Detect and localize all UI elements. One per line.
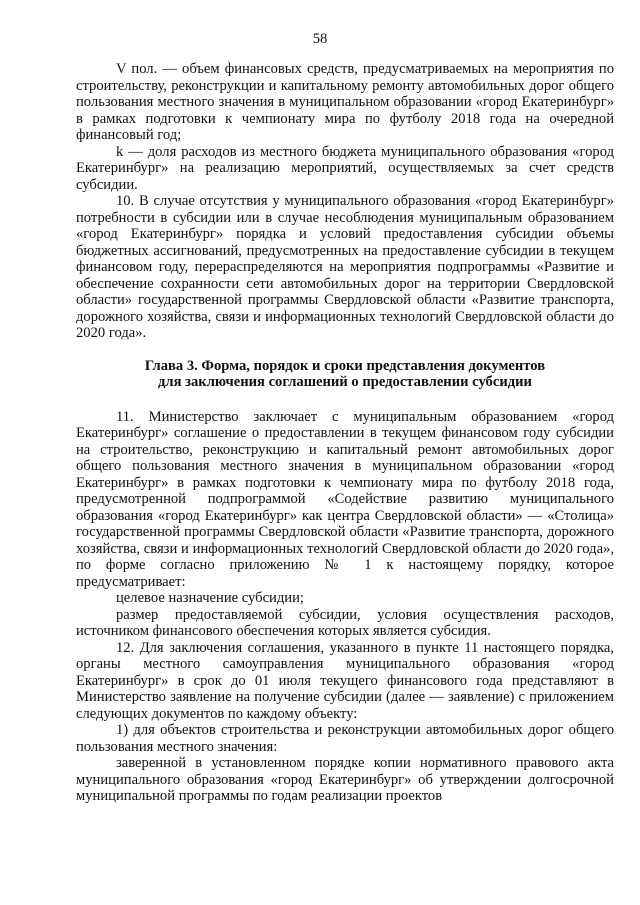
paragraph-item-1: 1) для объектов строительства и реконструкции автомобильных дорог общего пользования местного значения: [76, 722, 614, 755]
paragraph-purpose: целевое назначение субсидии; [116, 590, 304, 606]
paragraph-amount: размер предоставляемой субсидии, условия осуществления расходов, источником финансового обеспечения которых является субсидия. [76, 606, 614, 639]
page-number: 58 [312, 31, 328, 47]
spacer [76, 391, 614, 409]
paragraph-v-pol: V пол. — объем финансовых средств, предусматриваемых на мероприятия по строительству, реконструкции и капитальному ремонту автомобильных дорог общего пользования местного значения в муниципальном образовании «город Екатеринбург» в рамках подготовки к чемпионату мира по футболу 2018 года на очередной финансовый год; [76, 61, 614, 143]
spacer [76, 342, 614, 358]
paragraph-k: k — доля расходов из местного бюджета муниципального образования «город Екатеринбург» на реализацию мероприятий, осуществляемых за счет средств субсидии. [76, 143, 614, 193]
paragraph-12: 12. Для заключения соглашения, указанного в пункте 11 настоящего порядка, органы местного самоуправления муниципального образования «город Екатеринбург» в срок до 01 июля текущего финансового года представляют в Министерство заявление на получение субсидии (далее — заявление) с приложением следующих документов по каждому объекту: [76, 639, 614, 722]
document-body [76, 61, 614, 805]
chapter-heading-line1: Глава 3. Форма, порядок и сроки представления документов [144, 357, 546, 374]
paragraph-10: 10. В случае отсутствия у муниципального образования «город Екатеринбург» потребности в субсидии или в случае несоблюдения муниципальным образованием «город Екатеринбург» порядка и условий предоставления субсидии объемы бюджетных ассигнований, предусмотренных на предоставление субсидии в текущем финансовом году, перераспределяются на мероприятия подпрограммы «Развитие и обеспечение сохранности сети автомобильных дорог на территории Свердловской области» государственной программы Свердловской области «Развитие транспорта, дорожного хозяйства, связи и информационных технологий Свердловской области до 2020 года». [76, 193, 614, 341]
chapter-heading-line2: для заключения соглашений о предоставлении субсидии [158, 374, 532, 390]
paragraph-11: 11. Министерство заключает с муниципальным образованием «город Екатеринбург» соглашение о предоставлении в текущем финансовом году субсидии на строительство, реконструкцию и капитальный ремонт автомобильных дорог общего пользования местного значения в муниципальном образовании «город Екатеринбург» в рамках подготовки к чемпионату мира по футболу 2018 года, предусмотренной подпрограммой «Содействие развитию муниципального образования «город Екатеринбург» как центра Свердловской области» — «Столица» государственной программы Свердловской области «Развитие транспорта, дорожного хозяйства, связи и информационных технологий Свердловской области до 2020 года», по форме согласно приложению № 1 к настоящему порядку, которое предусматривает: [76, 408, 614, 590]
paragraph-copy-act: заверенной в установленном порядке копии нормативного правового акта муниципального образования «город Екатеринбург» об утверждении долгосрочной муниципальной программы по годам реализации проектов [76, 755, 614, 804]
